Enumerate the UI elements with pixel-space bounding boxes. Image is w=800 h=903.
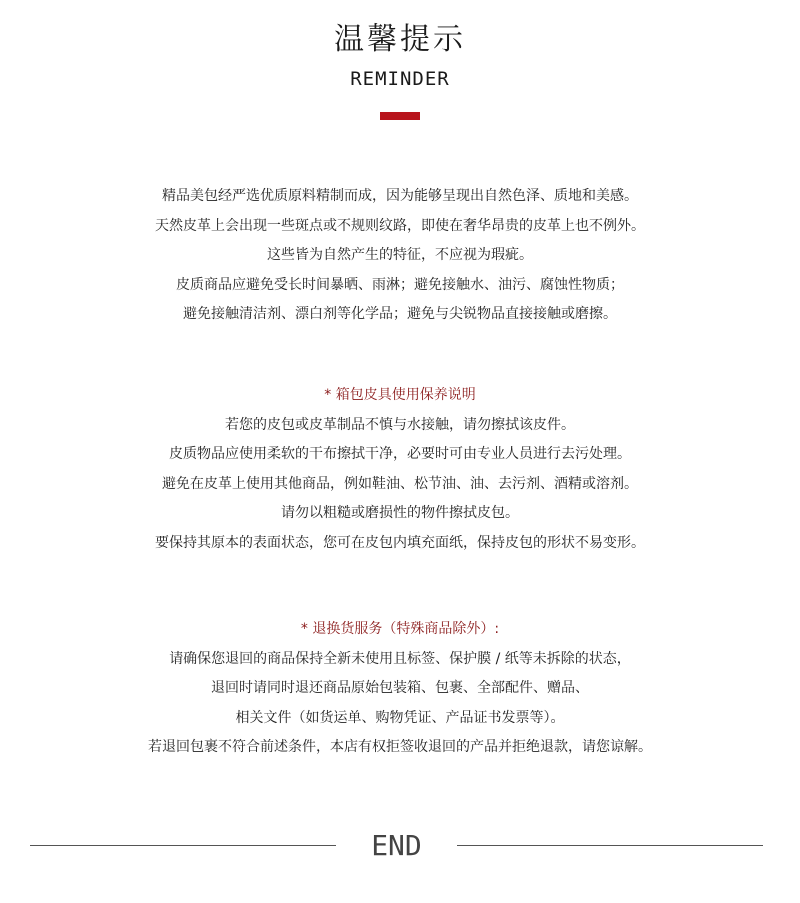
intro-line: 这些皆为自然产生的特征，不应视为瑕疵。 <box>267 247 533 263</box>
accent-divider <box>380 112 420 120</box>
care-line: 皮质物品应使用柔软的干布擦拭干净，必要时可由专业人员进行去污处理。 <box>169 446 631 462</box>
end-label: END <box>371 829 422 862</box>
intro-line: 皮质商品应避免受长时间暴晒、雨淋；避免接触水、油污、腐蚀性物质； <box>176 276 624 293</box>
intro-line: 精品美包经严选优质原料精制而成，因为能够呈现出自然色泽、质地和美感。 <box>162 188 638 204</box>
care-line: 若您的皮包或皮革制品不慎与水接触，请勿擦拭该皮件。 <box>225 416 575 433</box>
returns-section <box>0 615 800 763</box>
intro-section <box>0 182 800 330</box>
end-rule-right <box>457 845 763 846</box>
care-line: 避免在皮革上使用其他商品，例如鞋油、松节油、油、去污剂、酒精或溶剂。 <box>162 475 638 492</box>
page-header <box>0 18 800 120</box>
returns-line: 若退回包裹不符合前述条件，本店有权拒签收退回的产品并拒绝退款，请您谅解。 <box>148 739 652 755</box>
returns-line: 相关文件（如货运单、购物凭证、产品证书发票等）。 <box>235 709 565 726</box>
returns-heading: * 退换货服务（特殊商品除外）: <box>300 621 500 637</box>
care-section <box>0 381 800 558</box>
end-rule-left <box>30 845 336 846</box>
care-line: 请勿以粗糙或磨损性的物件擦拭皮包。 <box>281 505 519 521</box>
care-heading: * 箱包皮具使用保养说明 <box>324 387 476 403</box>
page-subtitle: REMINDER <box>350 68 450 90</box>
intro-line: 天然皮革上会出现一些斑点或不规则纹路，即使在奢华昂贵的皮革上也不例外。 <box>155 217 645 234</box>
care-line: 要保持其原本的表面状态，您可在皮包内填充面纸，保持皮包的形状不易变形。 <box>155 534 645 551</box>
returns-line: 退回时请同时退还商品原始包装箱、包裹、全部配件、赠品、 <box>211 680 589 696</box>
page-title: 温馨提示 <box>334 22 466 57</box>
intro-line: 避免接触清洁剂、漂白剂等化学品；避免与尖锐物品直接接触或磨擦。 <box>183 306 617 322</box>
returns-line: 请确保您退回的商品保持全新未使用且标签、保护膜 / 纸等未拆除的状态， <box>169 650 631 667</box>
end-divider <box>0 826 800 866</box>
